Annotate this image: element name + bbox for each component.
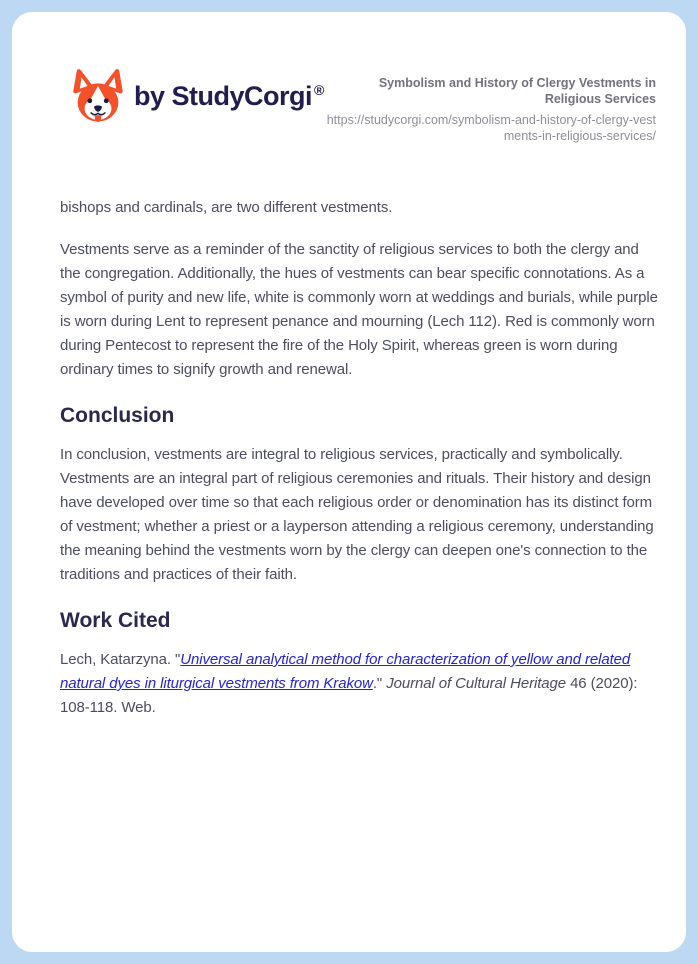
paragraph-vestments-symbolism: Vestments serve as a reminder of the sanctity of religious services to both the clergy and the congregation. Additionally, the hues of vestments can bear specific connotations. As a symbol of purity and new life, white is commonly worn at weddings and burials, while purple is worn during Lent to represent penance and mourning (Lech 112). Red is commonly worn during Pentecost to represent the fire of the Holy Spirit, whereas green is worn during ordinary times to signify growth and renewal. [60, 241, 658, 378]
paragraph-conclusion: In conclusion, vestments are integral to religious services, practically and symbolically. Vestments are an integral part of religious ceremonies and rituals. Their history and design have developed over time so that each religious order or denomination has its distinct form of vestment; whether a priest or a layperson attending a religious ceremony, understanding the meaning behind the vestments worn by the clergy can deepen one's connection to the traditions and practices of their faith. [60, 446, 654, 583]
page-title: Symbolism and History of Clergy Vestments in Religious Services [378, 76, 656, 107]
article-body [12, 144, 686, 720]
citation-author: Lech, Katarzyna. " [60, 651, 181, 668]
citation-suffix: 46 (2020): 108-118. Web. [60, 675, 638, 716]
brand-name-text: by StudyCorgi [134, 80, 313, 111]
conclusion-heading: Conclusion [60, 404, 175, 427]
citation-entry [60, 648, 660, 720]
document-card [12, 12, 686, 952]
document-meta [324, 67, 656, 144]
citation-source-link[interactable]: Universal analytical method for characterization of yellow and related natural dyes in liturgical vestments from Krakow [60, 651, 631, 692]
paragraph-intro-fragment: bishops and cardinals, are two different vestments. [60, 199, 393, 216]
registered-trademark-symbol: ® [314, 81, 324, 98]
work-cited-heading: Work Cited [60, 609, 171, 632]
citation-journal-title: Journal of Cultural Heritage [386, 675, 566, 692]
citation-after-link: ." [372, 675, 387, 692]
brand-name [134, 81, 324, 112]
corgi-logo-icon [72, 67, 124, 125]
document-url: https://studycorgi.com/symbolism-and-history-of-clergy-vestments-in-religious-services/ [326, 112, 656, 143]
document-header [12, 12, 686, 144]
studycorgi-logo [72, 67, 324, 125]
